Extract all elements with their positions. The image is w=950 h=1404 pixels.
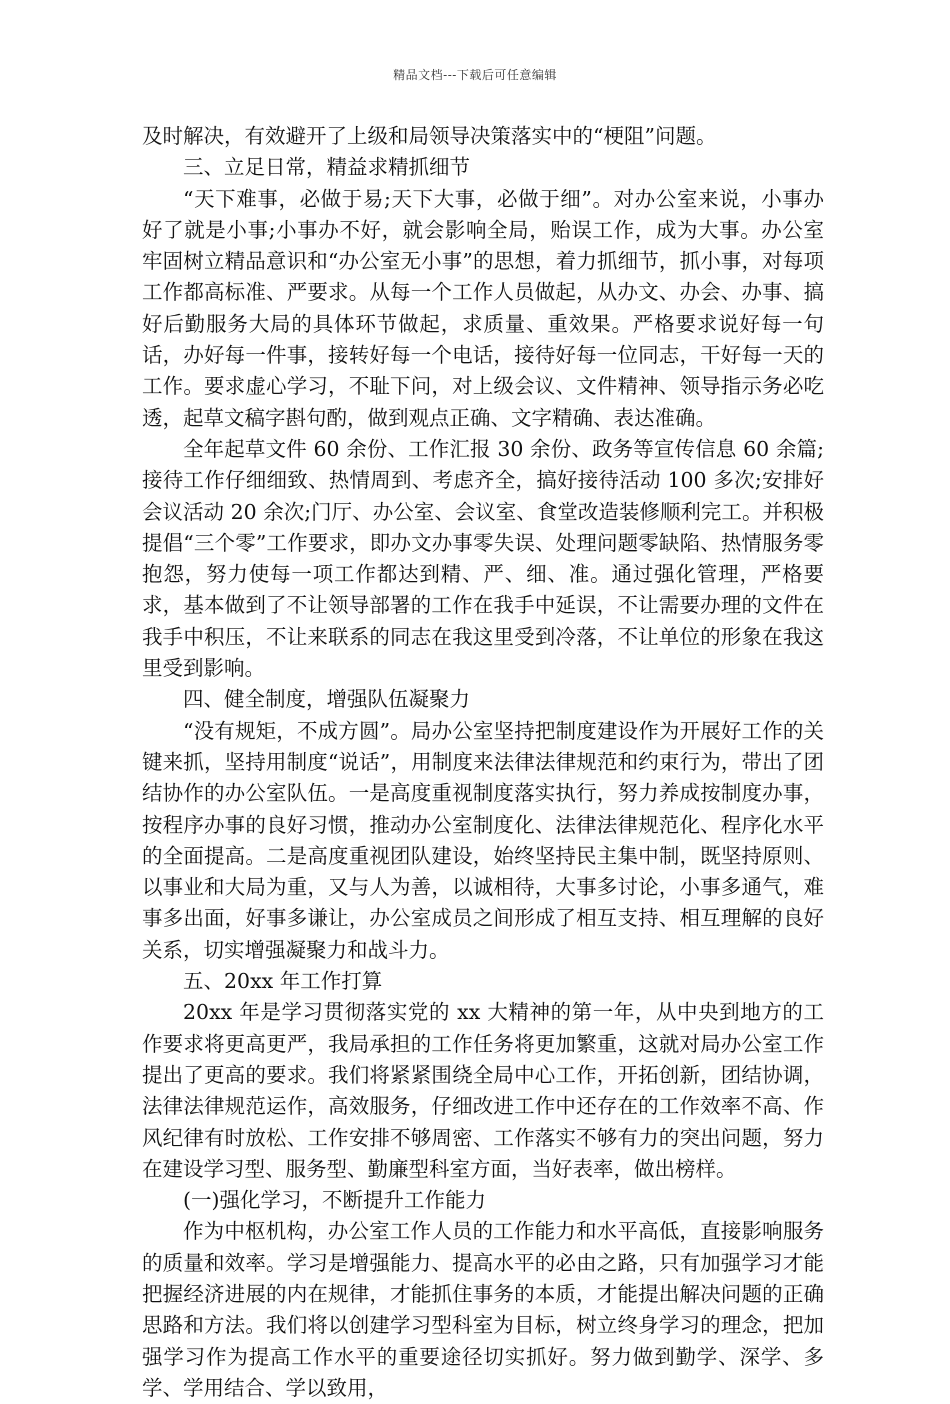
paragraph-statistics: 全年起草文件 60 余份、工作汇报 30 余份、政务等宣传信息 60 余篇;接待工作仔细细致、热情周到、考虑齐全，搞好接待活动 100 多次;安排好会议活动 20 余次;门厅、办公室、会议室、食堂改造装修顺利完工。并积极提倡“三个零”工作要求，即办文办事零失误、处理问题零缺陷、热情服务零抱怨，努力使每一项工作都达到精、严、细、准。通过强化管理，严格要求，基本做到了不让领导部署的工作在我手中延误，不让需要办理的文件在我手中积压，不让来联系的同志在我这里受到冷落，不让单位的形象在我这里受到影响。 [142, 436, 824, 681]
section-heading-5: 五、20xx 年工作打算 [183, 969, 383, 994]
paragraph-plan: 20xx 年是学习贯彻落实党的 xx 大精神的第一年，从中央到地方的工作要求将更高更严，我局承担的工作任务将更加繁重，这就对局办公室工作提出了更高的要求。我们将紧紧围绕全局中心工作，开拓创新，团结协调，法律法律规范运作，高效服务，仔细改进工作中还存在的工作效率不高、作风纪律有时放松、工作安排不够周密、工作落实不够有力的突出问题，努力在建设学习型、服务型、勤廉型科室方面，当好表率，做出榜样。 [142, 1000, 824, 1181]
document-body [142, 121, 824, 1404]
paragraph-learning: 作为中枢机构，办公室工作人员的工作能力和水平高低，直接影响服务的质量和效率。学习是增强能力、提高水平的必由之路，只有加强学习才能把握经济进展的内在规律，才能抓住事务的本质，才能提出解决问题的正确思路和方法。我们将以创建学习型科室为目标，树立终身学习的理念，把加强学习作为提高工作水平的重要途径切实抓好。努力做到勤学、深学、多学、学用结合、学以致用， [142, 1219, 824, 1400]
section-heading-4: 四、健全制度，增强队伍凝聚力 [183, 687, 470, 712]
section-heading-3: 三、立足日常，精益求精抓细节 [183, 155, 470, 180]
page-header: 精品文档---下载后可任意编辑 [393, 68, 557, 82]
paragraph-details: “天下难事，必做于易;天下大事，必做于细”。对办公室来说，小事办好了就是小事;小事办不好，就会影响全局，贻误工作，成为大事。办公室牢固树立精品意识和“办公室无小事”的思想，着力抓细节，抓小事，对每项工作都高标准、严要求。从每一个工作人员做起，从办文、办会、办事、搞好后勤服务大局的具体环节做起，求质量、重效果。严格要求说好每一句话，办好每一件事，接转好每一个电话，接待好每一位同志，干好每一天的工作。要求虚心学习，不耻下问，对上级会议、文件精神、领导指示务必吃透，起草文稿字斟句酌，做到观点正确、文字精确、表达准确。 [142, 186, 824, 430]
subsection-heading-1: (一)强化学习，不断提升工作能力 [183, 1188, 486, 1213]
paragraph-continuation: 及时解决，有效避开了上级和局领导决策落实中的“梗阻”问题。 [142, 124, 717, 148]
paragraph-rules: “没有规矩，不成方圆”。局办公室坚持把制度建设作为开展好工作的关键来抓，坚持用制度“说话”，用制度来法律法律规范和约束行为，带出了团结协作的办公室队伍。一是高度重视制度落实执行，努力养成按制度办事，按程序办事的良好习惯，推动办公室制度化、法律法律规范化、程序化水平的全面提高。二是高度重视团队建设，始终坚持民主集中制，既坚持原则、以事业和大局为重，又与人为善，以诚相待，大事多讨论，小事多通气，难事多出面，好事多谦让，办公室成员之间形成了相互支持、相互理解的良好关系，切实增强凝聚力和战斗力。 [142, 718, 824, 962]
